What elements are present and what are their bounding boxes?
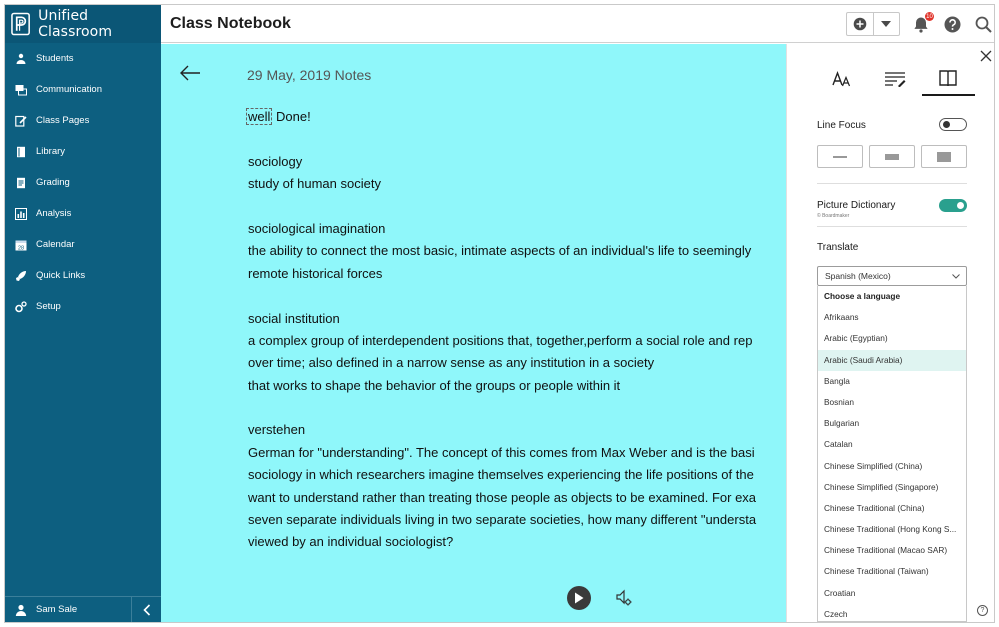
language-option[interactable]: Czech xyxy=(824,608,848,619)
caret-down-icon xyxy=(881,21,891,28)
student-icon xyxy=(15,53,27,65)
note-lines xyxy=(248,128,786,553)
tab-text-preferences[interactable] xyxy=(815,62,868,96)
notifications-button[interactable] xyxy=(912,13,933,33)
play-button[interactable] xyxy=(567,586,591,610)
blank-line xyxy=(248,285,786,307)
language-option[interactable]: Chinese Traditional (Macao SAR) xyxy=(824,545,948,556)
sidebar-item-communication[interactable] xyxy=(5,74,161,105)
communication-icon xyxy=(15,84,27,96)
sidebar-nav xyxy=(5,43,161,322)
blank-line xyxy=(248,196,786,218)
help-button[interactable] xyxy=(943,15,961,33)
user-bar xyxy=(5,596,161,622)
sidebar-item-grading[interactable] xyxy=(5,167,161,198)
calendar-icon xyxy=(15,239,27,251)
chevron-left-icon xyxy=(143,604,151,616)
blank-line xyxy=(248,128,786,150)
add-button[interactable] xyxy=(847,13,873,35)
notification-badge: 10 xyxy=(926,13,933,20)
notes-area xyxy=(161,44,786,622)
tab-grammar-options[interactable] xyxy=(868,62,921,96)
brand[interactable] xyxy=(5,5,161,43)
analysis-icon xyxy=(15,208,27,220)
language-option[interactable]: Chinese Traditional (Taiwan) xyxy=(824,566,929,577)
line-focus-five-button[interactable] xyxy=(921,145,967,168)
language-list-header: Choose a language xyxy=(824,291,901,301)
language-option[interactable]: Chinese Simplified (China) xyxy=(824,460,923,471)
translate-label: Translate xyxy=(817,242,859,253)
language-option[interactable]: Arabic (Egyptian) xyxy=(824,333,888,344)
note-line: remote historical forces xyxy=(248,265,383,281)
plus-circle-icon xyxy=(853,17,867,31)
note-line: sociological imagination xyxy=(248,220,386,236)
header-actions xyxy=(846,5,995,43)
svg-text:28: 28 xyxy=(17,244,25,251)
app-window xyxy=(4,4,995,623)
sidebar-item-students[interactable] xyxy=(5,43,161,74)
sidebar-item-label: Quick Links xyxy=(36,270,86,281)
sidebar-item-label: Class Pages xyxy=(36,115,90,126)
language-select[interactable] xyxy=(817,266,967,286)
note-line: a complex group of interdependent positions that, together,perform a social role and rep xyxy=(248,332,753,348)
highlighted-word[interactable]: well xyxy=(248,109,271,124)
five-lines-icon xyxy=(937,152,951,162)
selected-language: Spanish (Mexico) xyxy=(825,271,891,281)
sidebar-item-class-pages[interactable] xyxy=(5,105,161,136)
note-line: want to understand rather than treating those people as objects to be examined. For exa xyxy=(248,489,757,505)
gears-icon xyxy=(15,301,27,313)
page-title: Class Notebook xyxy=(170,14,291,32)
powerschool-logo-icon xyxy=(11,12,30,36)
panel-tabs xyxy=(815,62,975,96)
picture-dictionary-toggle[interactable] xyxy=(939,199,967,212)
language-option[interactable]: Bosnian xyxy=(824,396,854,407)
user-name[interactable]: Sam Sale xyxy=(36,604,78,615)
line-focus-one-button[interactable] xyxy=(817,145,863,168)
language-option[interactable]: Bangla xyxy=(824,375,850,386)
top-header xyxy=(161,5,995,43)
language-option[interactable]: Bulgarian xyxy=(824,418,860,429)
language-option[interactable]: Chinese Traditional (China) xyxy=(824,502,925,513)
language-dropdown-list xyxy=(817,286,967,622)
search-icon xyxy=(975,16,992,33)
language-option[interactable]: Afrikaans xyxy=(824,312,859,323)
note-line: social institution xyxy=(248,310,340,326)
sidebar-item-analysis[interactable] xyxy=(5,198,161,229)
note-line: over time; also defined in a narrow sense as any institution in a society xyxy=(248,355,655,371)
sidebar-item-setup[interactable] xyxy=(5,291,161,322)
note-line xyxy=(248,106,786,128)
sidebar-item-label: Library xyxy=(36,146,66,157)
divider xyxy=(817,226,967,227)
back-arrow-icon[interactable] xyxy=(179,64,201,82)
sidebar-item-label: Setup xyxy=(36,301,61,312)
line-focus-three-button[interactable] xyxy=(869,145,915,168)
sidebar-item-quick-links[interactable] xyxy=(5,260,161,291)
app-name: Unified Classroom xyxy=(38,8,113,40)
close-icon[interactable] xyxy=(980,50,992,62)
sidebar-item-label: Analysis xyxy=(36,208,72,219)
language-option[interactable]: Arabic (Saudi Arabia) xyxy=(818,350,966,371)
note-line: sociology xyxy=(248,153,303,169)
one-line-icon xyxy=(833,153,847,161)
grading-icon xyxy=(15,177,27,189)
sidebar-item-library[interactable] xyxy=(5,136,161,167)
play-icon xyxy=(574,592,584,604)
picture-dictionary-label: Picture Dictionary xyxy=(817,200,896,211)
language-option[interactable]: Chinese Simplified (Singapore) xyxy=(824,481,939,492)
three-lines-icon xyxy=(885,153,899,161)
line-focus-label: Line Focus xyxy=(817,120,866,131)
add-menu xyxy=(846,12,900,36)
panel-help-icon[interactable]: ? xyxy=(977,605,988,616)
text-size-icon xyxy=(832,71,852,87)
rocket-icon xyxy=(15,270,27,282)
sidebar-item-label: Calendar xyxy=(36,239,75,250)
blank-line xyxy=(248,397,786,419)
tab-reading-preferences[interactable] xyxy=(922,62,975,96)
help-icon xyxy=(944,16,961,33)
immersive-reader-panel xyxy=(786,44,995,622)
class-pages-icon xyxy=(15,115,27,127)
grammar-options-icon xyxy=(884,71,906,87)
voice-settings-icon[interactable] xyxy=(616,589,632,607)
language-option[interactable]: Catalan xyxy=(824,439,853,450)
book-icon xyxy=(938,69,958,87)
language-option[interactable]: Chinese Traditional (Hong Kong S... xyxy=(824,524,957,535)
line-focus-options xyxy=(817,145,973,168)
note-line-text: Done! xyxy=(272,109,311,124)
chevron-down-icon xyxy=(952,272,960,280)
user-avatar-icon[interactable] xyxy=(15,604,27,616)
sidebar xyxy=(5,5,161,622)
sidebar-item-label: Students xyxy=(36,53,74,64)
note-line: that works to shape the behavior of the groups or people within it xyxy=(248,377,621,393)
note-line: sociology in which researchers imagine themselves experiencing the life positions of the xyxy=(248,467,754,483)
note-line: viewed by an individual sociologist? xyxy=(248,534,454,550)
language-option[interactable]: Croatian xyxy=(824,587,856,598)
collapse-sidebar-button[interactable] xyxy=(131,597,161,623)
library-icon xyxy=(15,146,27,158)
note-line: the ability to connect the most basic, intimate aspects of an individual's life to seemingly xyxy=(248,243,752,259)
note-line: verstehen xyxy=(248,422,306,438)
divider xyxy=(817,183,967,184)
sidebar-item-label: Communication xyxy=(36,84,102,95)
note-line: study of human society xyxy=(248,176,381,192)
search-button[interactable] xyxy=(974,15,992,33)
sidebar-item-calendar[interactable] xyxy=(5,229,161,260)
line-focus-toggle[interactable] xyxy=(939,118,967,131)
note-line: German for "understanding". The concept of this comes from Max Weber and is the basi xyxy=(248,444,755,460)
note-title: 29 May, 2019 Notes xyxy=(247,67,372,83)
note-body[interactable] xyxy=(248,106,786,554)
boardmaker-credit: © Boardmaker xyxy=(817,213,850,219)
note-line: seven separate individuals living in two separate societies, how many different "understa xyxy=(248,512,757,528)
add-dropdown-button[interactable] xyxy=(873,13,899,35)
sidebar-item-label: Grading xyxy=(36,177,70,188)
